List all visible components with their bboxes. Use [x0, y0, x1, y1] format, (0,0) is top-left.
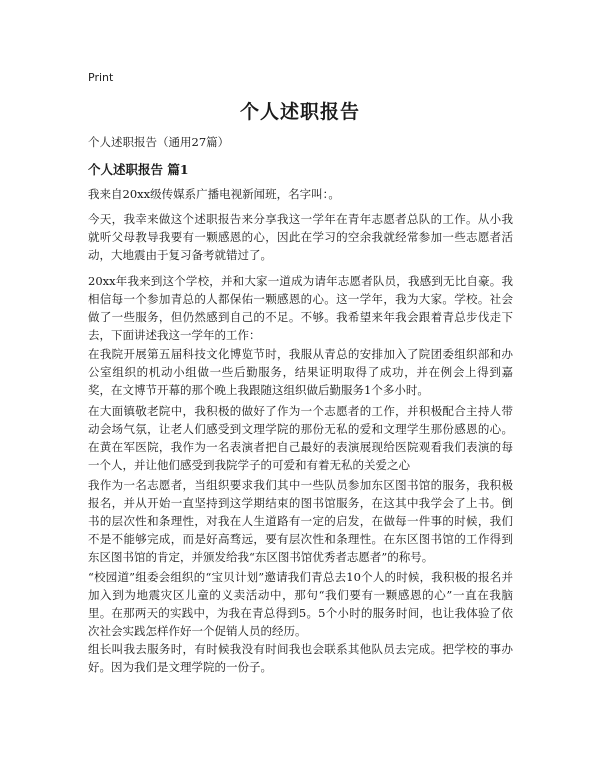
paragraph: 组长叫我去服务时，有时候我没有时间我也会联系其他队员去完成。把学校的事办好。因为我们是文理学院的一份子。: [88, 642, 513, 674]
paragraph: “校园道”组委会组织的“宝贝计划”邀请我们青总去10个人的时候，我积极的报名并加入到为地震灾区儿童的义卖活动中，那句“我们要有一颗感恩的心”一直在我脑里。在那两天的实践中，为我在青总得到5。5个小时的服务时间，也让我体验了依次社会实践怎样作好一个促销人员的经历。: [88, 570, 513, 638]
paragraph: 今天，我幸来做这个述职报告来分享我这一学年在青年志愿者总队的工作。从小我就听父母教导我要有一颗感恩的心，因此在学习的空余我就经常参加一些志愿者活动，大地震由于复习备考就错过了。: [88, 212, 513, 262]
paragraph: 20xx年我来到这个学校，并和大家一道成为请年志愿者队员，我感到无比自豪。我相信每一个参加青总的人都保佑一颗感恩的心。这一学年，我为大家。学校。社会做了一些服务，但仍然感到自己的不足。不够。我希望来年我会跟着青总步伐走下去，下面讲述我这一学年的工作：: [88, 274, 513, 342]
paragraph: 在我院开展第五届科技文化博览节时，我服从青总的安排加入了院团委组织部和办公室组织的机动小组做一些后勤服务，结果证明取得了成功，并在例会上得到嘉奖，在文博节开幕的那个晚上我跟随这组织做后勤服务1个多小时。: [88, 347, 513, 397]
page-title: 个人述职报告: [239, 101, 360, 123]
document-subtitle: 个人述职报告（通用27篇）: [88, 135, 230, 149]
paragraph-intro: 我来自20xx级传媒系广播电视新闻班，名字叫：。: [88, 187, 340, 201]
paragraph: 在大面镇敬老院中，我积极的做好了作为一个志愿者的工作，并积极配合主持人带动会场气氛，让老人们感受到文理学院的那份无私的爱和文理学生那份感恩的心。在黄在军医院，我作为一名表演者把自己最好的表演展现给医院观看我们表演的每一个人，并让他们感受到我院学子的可爱和有着无私的关爱之心: [88, 404, 513, 472]
section-heading: 个人述职报告 篇1: [88, 162, 189, 177]
print-link[interactable]: Print: [88, 71, 114, 84]
paragraph: 我作为一名志愿者，当组织要求我们其中一些队员参加东区图书馆的服务，我积极报名，并从开始一直坚持到这学期结束的图书馆服务，在这其中我学会了上书。倒书的层次性和条理性，对我在人生道路有一定的启发，在做每一件事的时候，我们不是不能够完成，而是好高骛远，要有层次性和条理性。在东区图书馆的工作得到东区图书馆的肯定，并颁发给我“东区图书馆优秀者志愿者”的称号。: [88, 478, 513, 564]
